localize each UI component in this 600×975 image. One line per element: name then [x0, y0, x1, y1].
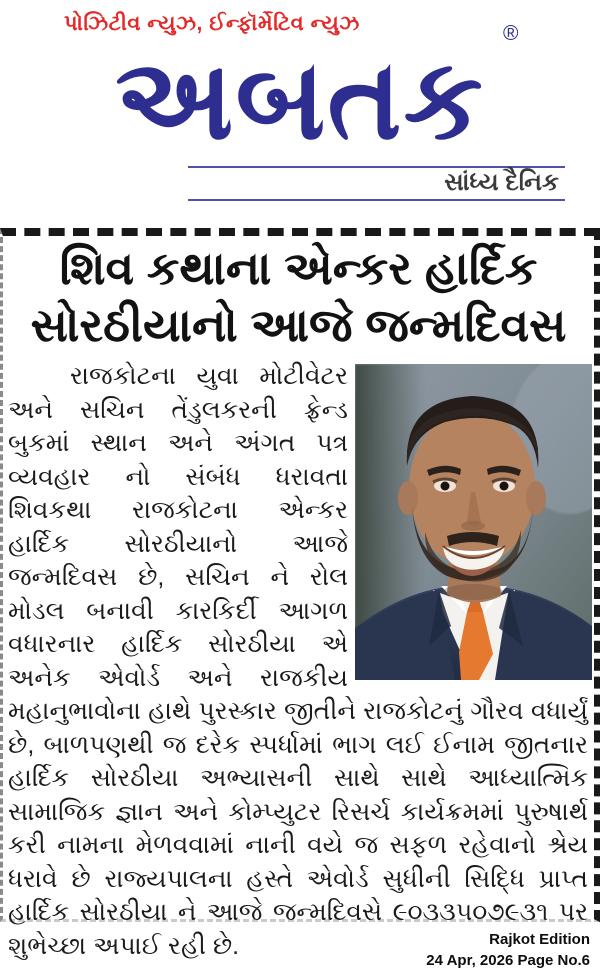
masthead	[0, 0, 600, 228]
masthead-tagline: પોઝિટીવ ન્યુઝ, ઈન્ફૉર્મેટિવ ન્યુઝ	[64, 12, 360, 35]
date-page-label: 24 Apr, 2026 Page No.6	[426, 952, 590, 969]
newspaper-logo: અબતક	[115, 37, 485, 162]
article-body: રાજકોટના યુવા મોટીવેટર અને સચિન તેંડુલકરની ફ્રેન્ડ બુકમાં સ્થાન અને અંગત પત્ર વ્યવહાર નો સંબંધ ધરાવતા શિવકથા રાજકોટના એન્કર હાર્દિક સોરઠીયાનો આજે જન્મદિવસ છે, સચિન ને રોલ મોડલ બનાવી કારકિર્દી આગળ વધારનાર હાર્દિક સોરઠીયા એ અનેક એવોર્ડ અને રાજકીય મહાનુભાવોના હાથે પુરસ્કાર જીતીને રાજકોટનું ગૌરવ વધાર્યું છે, બાળપણથી જ દરેક સ્પર્ધામાં ભાગ લઈ ઈનામ જીતનાર હાર્દિક સોરઠીયા અભ્યાસની સાથે સાથે આધ્યાત્મિક સામાજિક જ્ઞાન અને કોમ્પ્યુટર રિસર્ચ કાર્યક્રમમાં પુરુષાર્થ કરી નામના મેળવવામાં નાની વયે જ સફળ રહેવાનો શ્રેય ધરાવે છે રાજ્યપાલના હસ્તે એવોર્ડ સુધીની સિદ્ધિ પ્રાપ્ત હાર્દિક સોરઠીયા ને આજે જન્મદિવસે ૯૦૩૩૫૦૭૯૩૧ પર શુભેચ્છા અપાઈ રહી છે.	[8, 362, 588, 960]
portrait-photo	[355, 364, 592, 680]
masthead-subtitle: સાંધ્ય દૈનિક	[444, 169, 559, 196]
edition-label: Rajkot Edition	[489, 931, 590, 948]
article-headline	[5, 240, 592, 354]
masthead-subtitle-block	[188, 166, 565, 201]
registered-trademark-icon: ®	[503, 22, 519, 45]
headline-line-1: શિવ કથાના એન્કર હાર્દિક	[59, 242, 538, 294]
headline-line-2: સોરઠીયાનો આજે જન્મદિવસ	[30, 299, 567, 351]
subtitle-bottom-rule	[188, 199, 565, 201]
portrait-photo-illustration	[355, 364, 592, 680]
